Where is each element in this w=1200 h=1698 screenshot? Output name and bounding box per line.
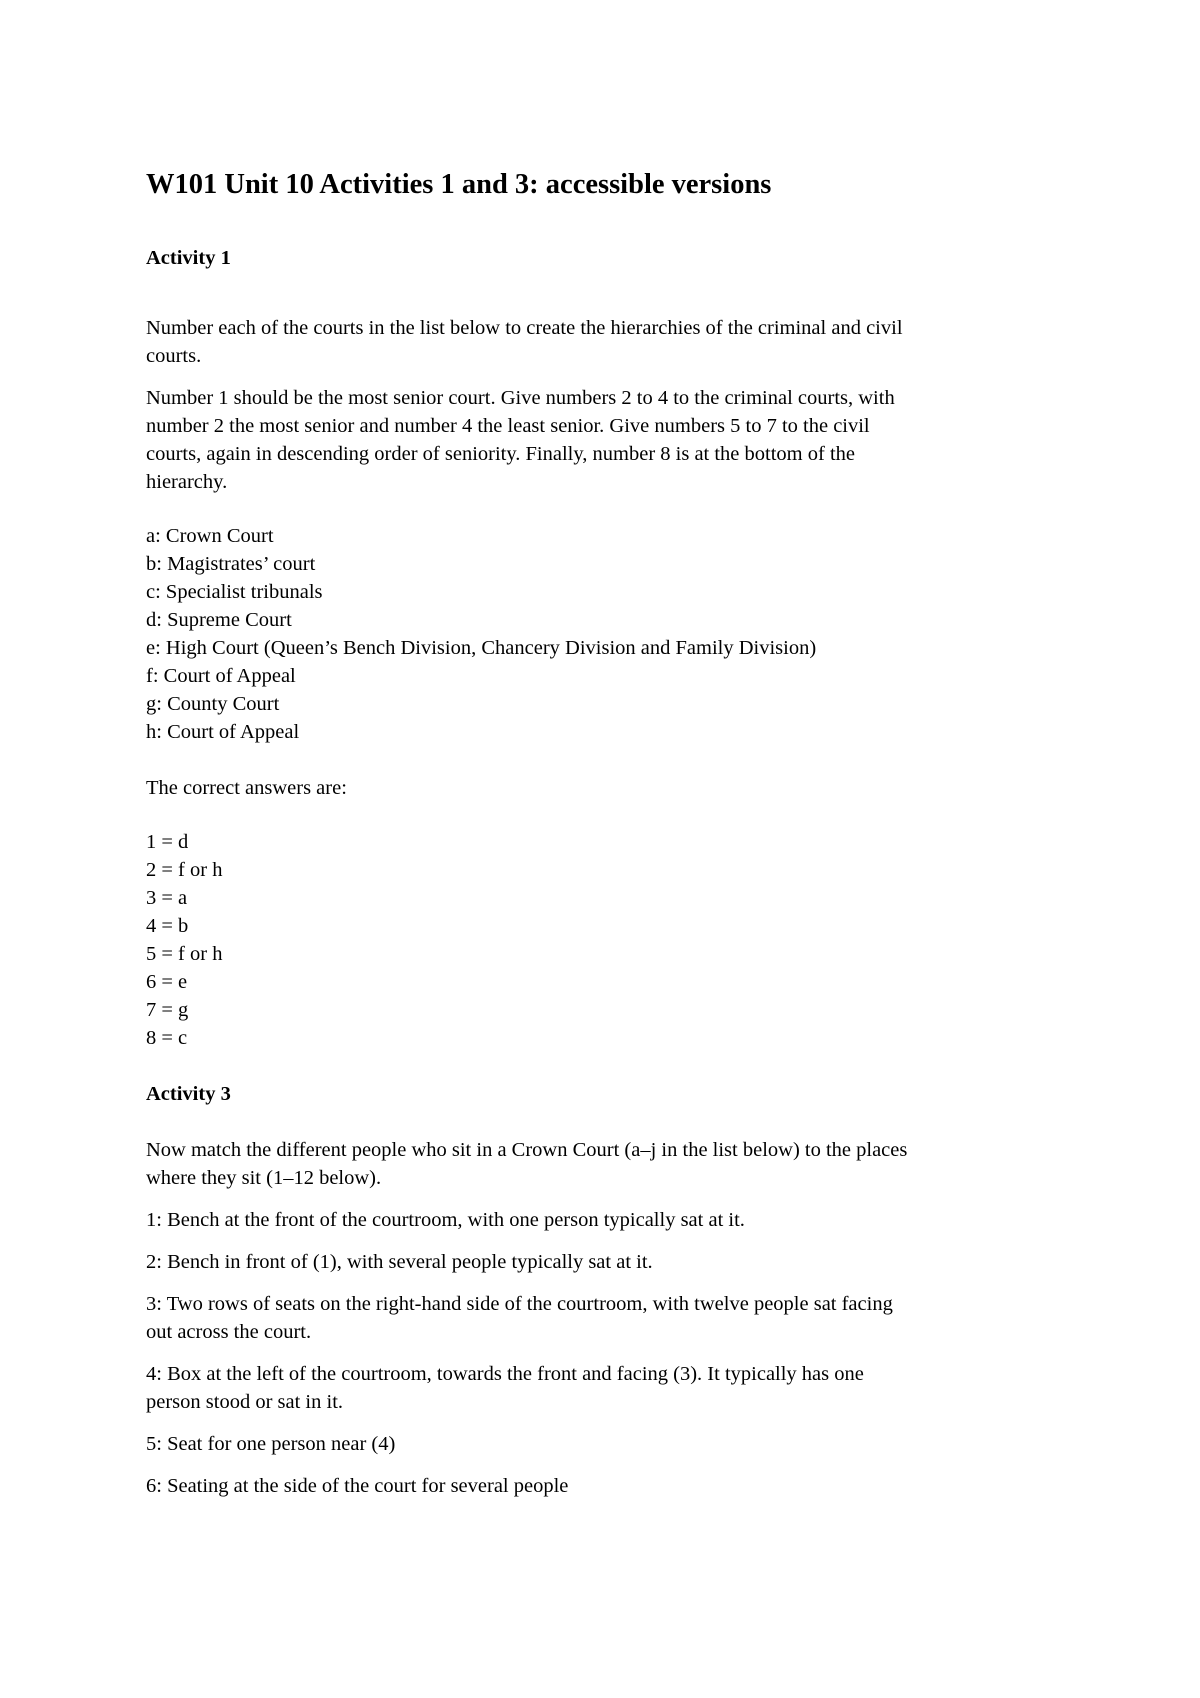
answer-item: 8 = c bbox=[146, 1027, 188, 1049]
place-item bbox=[146, 1430, 1076, 1458]
document-title: W101 Unit 10 Activities 1 and 3: accessible versions bbox=[146, 169, 772, 200]
court-item: f: Court of Appeal bbox=[146, 665, 296, 687]
place-line: 4: Box at the left of the courtroom, towards the front and facing (3). It typically has one bbox=[146, 1363, 864, 1385]
activity-3-heading: Activity 3 bbox=[146, 1083, 231, 1105]
answers-label: The correct answers are: bbox=[146, 777, 347, 799]
place-item bbox=[146, 1248, 1076, 1276]
activity-1-intro-line: Number each of the courts in the list below to create the hierarchies of the criminal and civil bbox=[146, 317, 903, 339]
place-line: 6: Seating at the side of the court for several people bbox=[146, 1475, 569, 1497]
place-item bbox=[146, 1360, 1076, 1416]
place-line: 2: Bench in front of (1), with several people typically sat at it. bbox=[146, 1251, 653, 1273]
answer-item: 1 = d bbox=[146, 831, 189, 853]
place-item bbox=[146, 1472, 1076, 1500]
activity-3-intro bbox=[146, 1136, 1076, 1192]
place-line: person stood or sat in it. bbox=[146, 1391, 344, 1413]
court-item: h: Court of Appeal bbox=[146, 721, 300, 743]
courts-list bbox=[146, 522, 1076, 746]
place-line: 5: Seat for one person near (4) bbox=[146, 1433, 396, 1455]
place-item bbox=[146, 1290, 1076, 1346]
answer-item: 7 = g bbox=[146, 999, 189, 1021]
answer-item: 5 = f or h bbox=[146, 943, 223, 965]
activity-3-intro-line: Now match the different people who sit in a Crown Court (a–j in the list below) to the places bbox=[146, 1139, 908, 1161]
activity-1-intro bbox=[146, 314, 1076, 370]
court-item: c: Specialist tribunals bbox=[146, 581, 323, 603]
place-item bbox=[146, 1206, 1076, 1234]
place-line: out across the court. bbox=[146, 1321, 312, 1343]
answer-item: 6 = e bbox=[146, 971, 188, 993]
court-item: a: Crown Court bbox=[146, 525, 274, 547]
court-item: g: County Court bbox=[146, 693, 280, 715]
instruction-line: courts, again in descending order of seniority. Finally, number 8 is at the bottom of the bbox=[146, 443, 855, 465]
answer-item: 3 = a bbox=[146, 887, 188, 909]
answers-list bbox=[146, 828, 1076, 1052]
instruction-line: number 2 the most senior and number 4 the least senior. Give numbers 5 to 7 to the civil bbox=[146, 415, 870, 437]
court-item: b: Magistrates’ court bbox=[146, 553, 316, 575]
answer-item: 2 = f or h bbox=[146, 859, 223, 881]
activity-1-intro-line: courts. bbox=[146, 345, 202, 367]
instruction-line: Number 1 should be the most senior court. Give numbers 2 to 4 to the criminal courts, with bbox=[146, 387, 895, 409]
activity-1-heading: Activity 1 bbox=[146, 247, 231, 269]
activity-3-intro-line: where they sit (1–12 below). bbox=[146, 1167, 382, 1189]
place-line: 3: Two rows of seats on the right-hand side of the courtroom, with twelve people sat facing bbox=[146, 1293, 893, 1315]
court-item: e: High Court (Queen’s Bench Division, Chancery Division and Family Division) bbox=[146, 637, 817, 659]
answer-item: 4 = b bbox=[146, 915, 189, 937]
activity-1-instructions bbox=[146, 384, 1076, 496]
document-page bbox=[146, 168, 1076, 1500]
court-item: d: Supreme Court bbox=[146, 609, 292, 631]
place-line: 1: Bench at the front of the courtroom, with one person typically sat at it. bbox=[146, 1209, 745, 1231]
instruction-line: hierarchy. bbox=[146, 471, 228, 493]
